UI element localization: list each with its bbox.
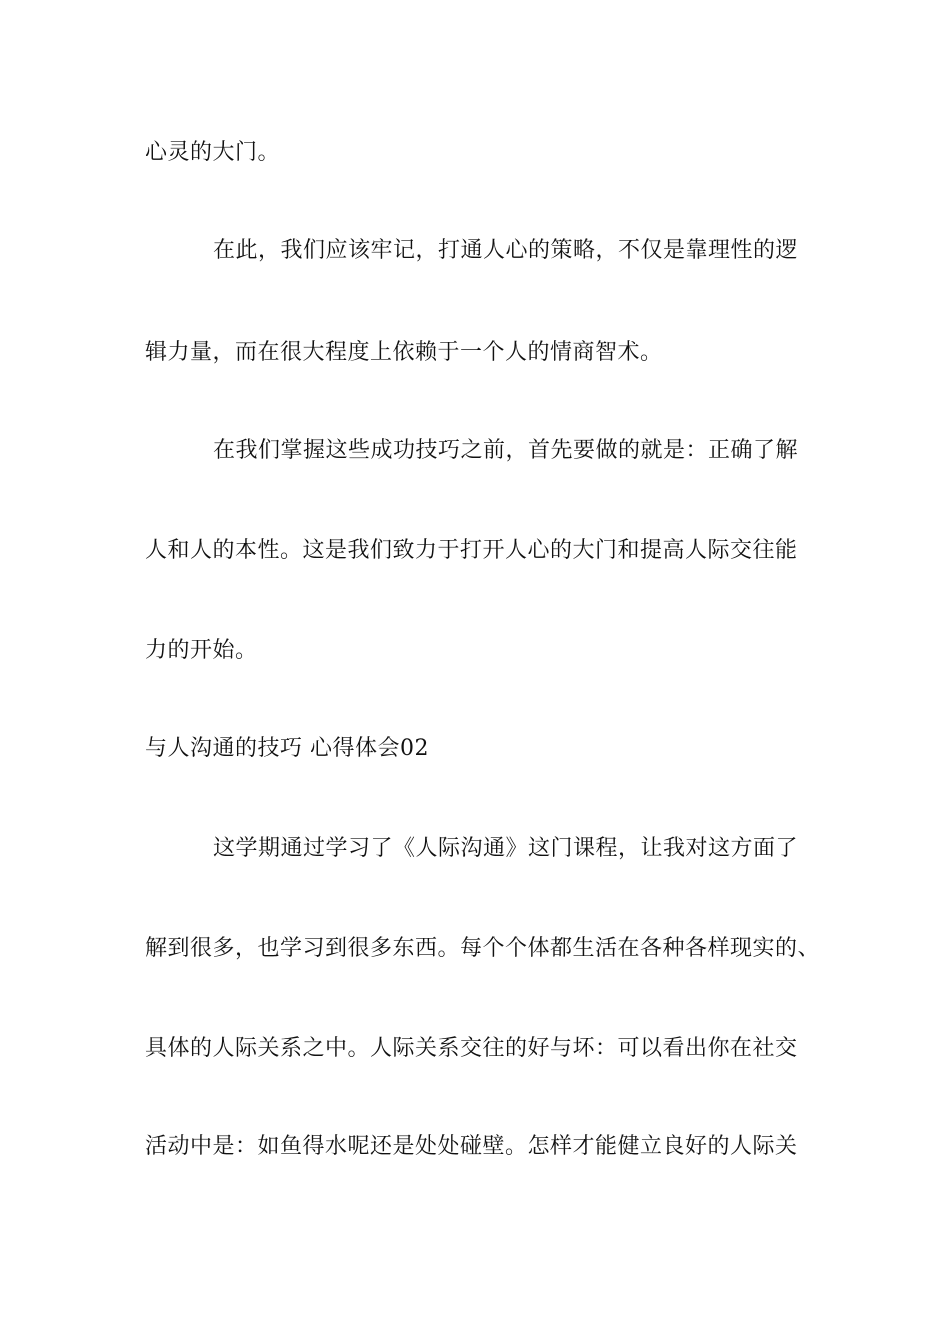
text-line-11: 活动中是：如鱼得水呢还是处处碰壁。怎样才能健立良好的人际关 [145,1134,798,1159]
text-line-3: 辑力量，而在很大程度上依赖于一个人的情商智术。 [145,340,663,365]
text-line-9: 解到很多，也学习到很多东西。每个个体都生活在各种各样现实的、 [145,936,821,961]
section-heading: 与人沟通的技巧 心得体会02 [145,736,429,761]
text-line-6: 力的开始。 [145,638,258,663]
text-line-10: 具体的人际关系之中。人际关系交往的好与坏：可以看出你在社交 [145,1036,798,1061]
text-line-8: 这学期通过学习了《人际沟通》这门课程，让我对这方面了 [213,836,799,861]
text-line-2: 在此，我们应该牢记，打通人心的策略，不仅是靠理性的逻 [213,238,799,263]
text-line-1: 心灵的大门。 [145,140,281,165]
text-line-5: 人和人的本性。这是我们致力于打开人心的大门和提高人际交往能 [145,538,798,563]
text-line-4: 在我们掌握这些成功技巧之前，首先要做的就是：正确了解 [213,438,799,463]
